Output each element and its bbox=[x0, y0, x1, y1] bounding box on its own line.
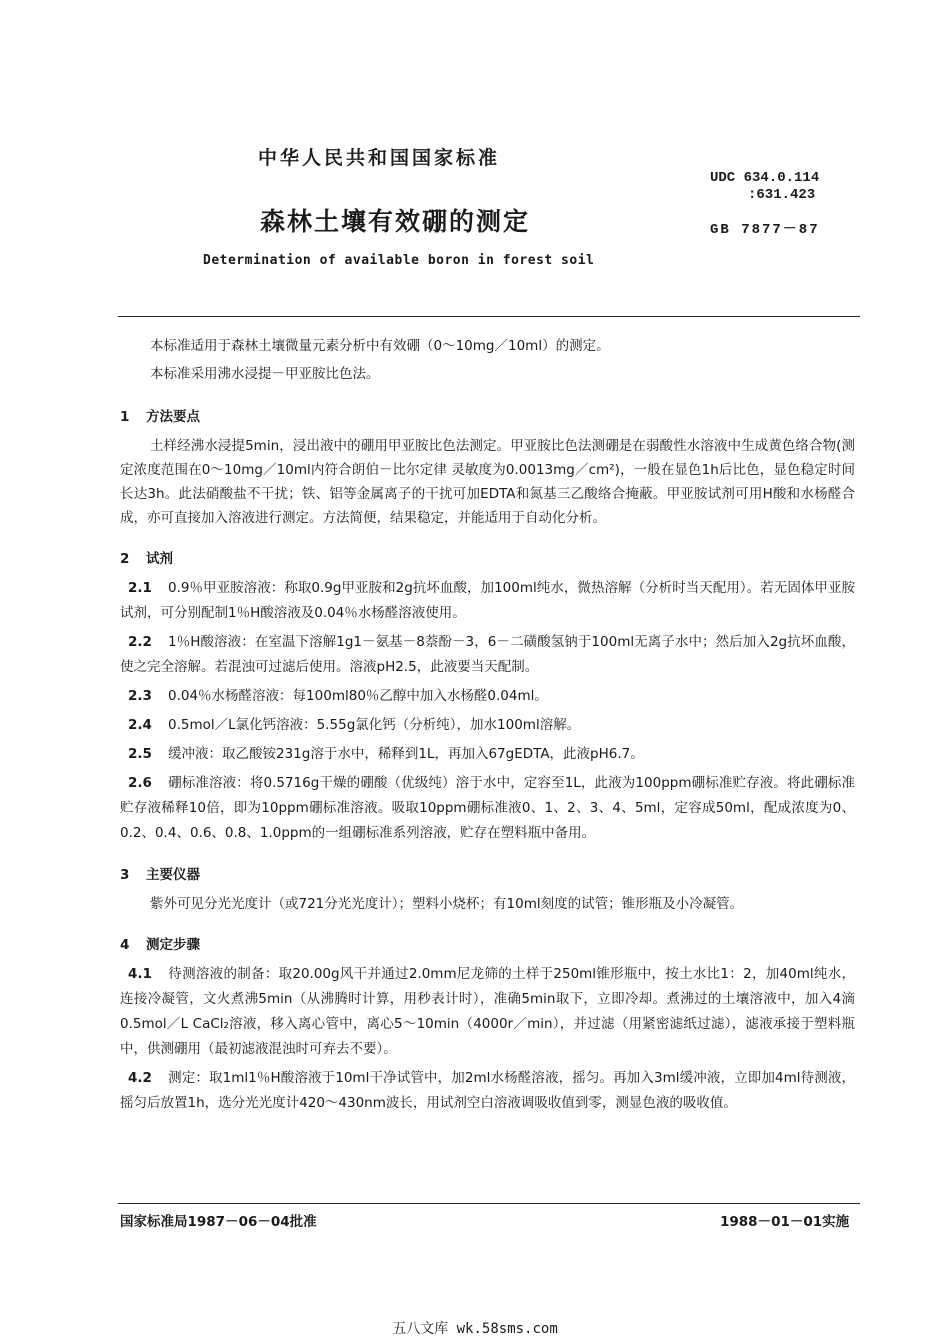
reagent-item bbox=[120, 576, 855, 626]
reagent-item bbox=[120, 684, 855, 709]
implementation-date: 1988－01－01实施 bbox=[720, 1214, 850, 1230]
section-heading-1 bbox=[120, 406, 855, 428]
standard-org-title: 中华人民共和国国家标准 bbox=[258, 147, 501, 169]
section-3-body: 紫外可见分光光度计（或721分光光度计）；塑料小烧杯；有10ml刻度的试管；锥形瓶及小冷凝管。 bbox=[150, 896, 744, 912]
item-text: 0.04％水杨醛溶液：每100ml80％乙醇中加入水杨醛0.04ml。 bbox=[168, 688, 548, 704]
page-title: 森林土壤有效硼的测定 bbox=[260, 207, 531, 236]
item-number: 2.3 bbox=[128, 688, 152, 704]
item-text: 测定：取1ml1％H酸溶液于10ml干净试管中，加2ml水杨醛溶液，摇匀。再加入3ml缓冲液，立即加4ml待测液，摇匀后放置1h，选分光光度计420～430nm波长，用试剂空白溶液调吸收值到零，测显色液的吸收值。 bbox=[120, 1070, 855, 1111]
document-body bbox=[120, 330, 855, 1120]
section-number: 4 bbox=[120, 937, 130, 953]
item-number: 2.2 bbox=[128, 634, 152, 650]
procedure-item bbox=[120, 962, 855, 1062]
item-number: 2.6 bbox=[128, 775, 152, 791]
reagent-item bbox=[120, 742, 855, 767]
item-number: 2.4 bbox=[128, 717, 152, 733]
section-heading-2 bbox=[120, 548, 855, 570]
udc-line-2: :631.423 bbox=[748, 187, 816, 203]
item-number: 4.2 bbox=[128, 1070, 152, 1086]
section-title: 主要仪器 bbox=[146, 867, 200, 883]
reagent-item bbox=[120, 771, 855, 846]
udc-code bbox=[710, 170, 819, 204]
intro-line-2: 本标准采用沸水浸提－甲亚胺比色法。 bbox=[150, 366, 380, 382]
section-number: 2 bbox=[120, 551, 130, 567]
section-title: 测定步骤 bbox=[146, 937, 200, 953]
procedure-item bbox=[120, 1066, 855, 1116]
section-number: 3 bbox=[120, 867, 130, 883]
gb-number: GB 7877－87 bbox=[710, 222, 820, 238]
top-divider bbox=[118, 316, 860, 317]
item-text: 0.5mol／L氯化钙溶液：5.55g氯化钙（分析纯），加水100ml溶解。 bbox=[168, 717, 581, 733]
item-number: 4.1 bbox=[128, 966, 152, 982]
item-text: 1％H酸溶液：在室温下溶解1g1－氨基－8萘酚－3，6－二磺酸氢钠于100ml无离子水中；然后加入2g抗坏血酸，使之完全溶解。若混浊可过滤后使用。溶液pH2.5，此液要当天配制。 bbox=[120, 634, 855, 675]
intro-line-1: 本标准适用于森林土壤微量元素分析中有效硼（0～10mg／10ml）的测定。 bbox=[150, 338, 610, 354]
section-title: 方法要点 bbox=[146, 409, 200, 425]
reagent-item bbox=[120, 713, 855, 738]
item-number: 2.1 bbox=[128, 580, 152, 596]
section-heading-3 bbox=[120, 864, 855, 886]
approval-date: 国家标准局1987－06－04批准 bbox=[120, 1214, 317, 1230]
item-text: 硼标准溶液：将0.5716g干燥的硼酸（优级纯）溶于水中，定容至1L，此液为100ppm硼标准贮存液。将此硼标准贮存液稀释10倍，即为10ppm硼标准溶液。吸取10ppm硼标准液0、1、2、3、4、5ml，定容成50ml，配成浓度为0、0.2、0.4、0.6、0.8、1.0ppm的一组硼标准系列溶液，贮存在塑料瓶中备用。 bbox=[120, 775, 855, 841]
item-text: 0.9％甲亚胺溶液：称取0.9g甲亚胺和2g抗坏血酸，加100ml纯水，微热溶解（分析时当天配用）。若无固体甲亚胺试剂，可分别配制1％H酸溶液及0.04％水杨醛溶液使用。 bbox=[120, 580, 855, 621]
section-number: 1 bbox=[120, 409, 130, 425]
item-text: 缓冲液：取乙酸铵231g溶于水中，稀释到1L，再加入67gEDTA，此液pH6.7。 bbox=[168, 746, 644, 762]
item-number: 2.5 bbox=[128, 746, 152, 762]
udc-line-1: UDC 634.0.114 bbox=[710, 170, 820, 186]
watermark-footer: 五八文库 wk.58sms.com bbox=[392, 1321, 558, 1337]
section-1-body: 土样经沸水浸提5min，浸出液中的硼用甲亚胺比色法测定。甲亚胺比色法测硼是在弱酸性水溶液中生成黄色络合物(测定浓度范围在0～10mg／10ml内符合朗伯－比尔定律 灵敏度为0.0013mg／cm²)，一般在显色1h后比色，显色稳定时间长达3h。此法硝酸盐不干扰；铁、铝等金属离子的干扰可加EDTA和氮基三乙酸络合掩蔽。甲亚胺试剂可用H酸和水杨醛合成，亦可直接加入溶液进行测定。方法简便，结果稳定，并能适用于自动化分析。 bbox=[120, 438, 855, 526]
reagent-item bbox=[120, 630, 855, 680]
page-title-english: Determination of available boron in forest soil bbox=[203, 253, 595, 268]
section-title: 试剂 bbox=[146, 551, 173, 567]
item-text: 待测溶液的制备：取20.00g风干并通过2.0mm尼龙筛的土样于250ml锥形瓶中，按土水比1：2，加40ml纯水，连接冷凝管，文火煮沸5min（从沸腾时计算，用秒表计时），准确5min取下，立即冷却。煮沸过的土壤溶液中，加入4滴0.5mol／L CaCl₂溶液，移入离心管中，离心5～10min（4000r／min），并过滤（用紧密滤纸过滤），滤液承接于塑料瓶中，供测硼用（最初滤液混浊时可弃去不要）。 bbox=[120, 966, 855, 1057]
bottom-divider bbox=[118, 1203, 860, 1204]
section-heading-4 bbox=[120, 934, 855, 956]
